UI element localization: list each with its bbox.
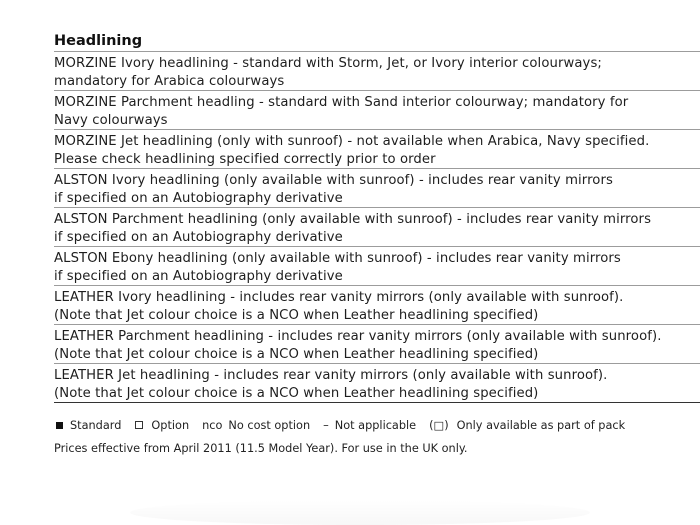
section-title: Headlining bbox=[54, 32, 700, 52]
open-square-icon bbox=[135, 421, 143, 429]
option-row bbox=[54, 208, 700, 247]
option-text-line2: (Note that Jet colour choice is a NCO when Leather headlining specified) bbox=[54, 385, 539, 401]
option-text-line1: MORZINE Parchment headling - standard with Sand interior colourway; mandatory for bbox=[54, 95, 629, 110]
legend-nco-label: No cost option bbox=[228, 418, 311, 432]
dash-symbol: – bbox=[323, 418, 329, 432]
footnote: Prices effective from April 2011 (11.5 Model Year). For use in the UK only. bbox=[54, 442, 468, 455]
option-text-line1: ALSTON Parchment headlining (only available with sunroof) - includes rear vanity mirrors bbox=[54, 212, 652, 227]
headlining-options-list bbox=[54, 52, 700, 403]
nco-symbol: nco bbox=[202, 418, 223, 432]
option-text-line2: mandatory for Arabica colourways bbox=[54, 73, 285, 89]
legend-pack bbox=[429, 419, 625, 432]
legend-pack-label: Only available as part of pack bbox=[456, 418, 626, 432]
option-text-line2: (Note that Jet colour choice is a NCO when Leather headlining specified) bbox=[54, 346, 539, 362]
option-text-line1: LEATHER Parchment headlining - includes rear vanity mirrors (only available with sunroof). bbox=[54, 329, 662, 344]
option-row bbox=[54, 364, 700, 403]
legend bbox=[54, 417, 700, 433]
price-list-page bbox=[54, 0, 700, 455]
legend-option-label: Option bbox=[151, 418, 190, 432]
legend-option bbox=[134, 419, 189, 432]
option-text-line1: MORZINE Jet headlining (only with sunroof) - not available when Arabica, Navy specified. bbox=[54, 134, 650, 149]
option-row bbox=[54, 91, 700, 130]
pack-square-icon: (□) bbox=[429, 418, 449, 432]
option-row bbox=[54, 130, 700, 169]
legend-standard bbox=[54, 419, 121, 432]
filled-square-icon bbox=[56, 422, 63, 429]
option-text-line1: ALSTON Ivory headlining (only available with sunroof) - includes rear vanity mirrors bbox=[54, 173, 613, 188]
option-row bbox=[54, 52, 700, 91]
option-text-line1: LEATHER Jet headlining - includes rear vanity mirrors (only available with sunroof). bbox=[54, 368, 608, 383]
option-text-line2: Please check headlining specified correctly prior to order bbox=[54, 151, 436, 167]
option-text-line2: (Note that Jet colour choice is a NCO when Leather headlining specified) bbox=[54, 307, 539, 323]
option-text-line2: if specified on an Autobiography derivative bbox=[54, 229, 343, 245]
option-row bbox=[54, 325, 700, 364]
option-text-line2: if specified on an Autobiography derivative bbox=[54, 190, 343, 206]
option-text-line2: Navy colourways bbox=[54, 112, 168, 128]
option-text-line1: ALSTON Ebony headlining (only available with sunroof) - includes rear vanity mirrors bbox=[54, 251, 621, 266]
page-shadow bbox=[130, 500, 590, 525]
option-text-line1: LEATHER Ivory headlining - includes rear vanity mirrors (only available with sunroof). bbox=[54, 290, 624, 305]
option-text-line2: if specified on an Autobiography derivative bbox=[54, 268, 343, 284]
legend-nco bbox=[202, 419, 310, 432]
legend-standard-label: Standard bbox=[70, 418, 122, 432]
option-text-line1: MORZINE Ivory headlining - standard with Storm, Jet, or Ivory interior colourways; bbox=[54, 56, 602, 71]
option-row bbox=[54, 169, 700, 208]
legend-not-applicable bbox=[323, 419, 416, 432]
legend-na-label: Not applicable bbox=[334, 418, 417, 432]
option-row bbox=[54, 247, 700, 286]
option-row bbox=[54, 286, 700, 325]
